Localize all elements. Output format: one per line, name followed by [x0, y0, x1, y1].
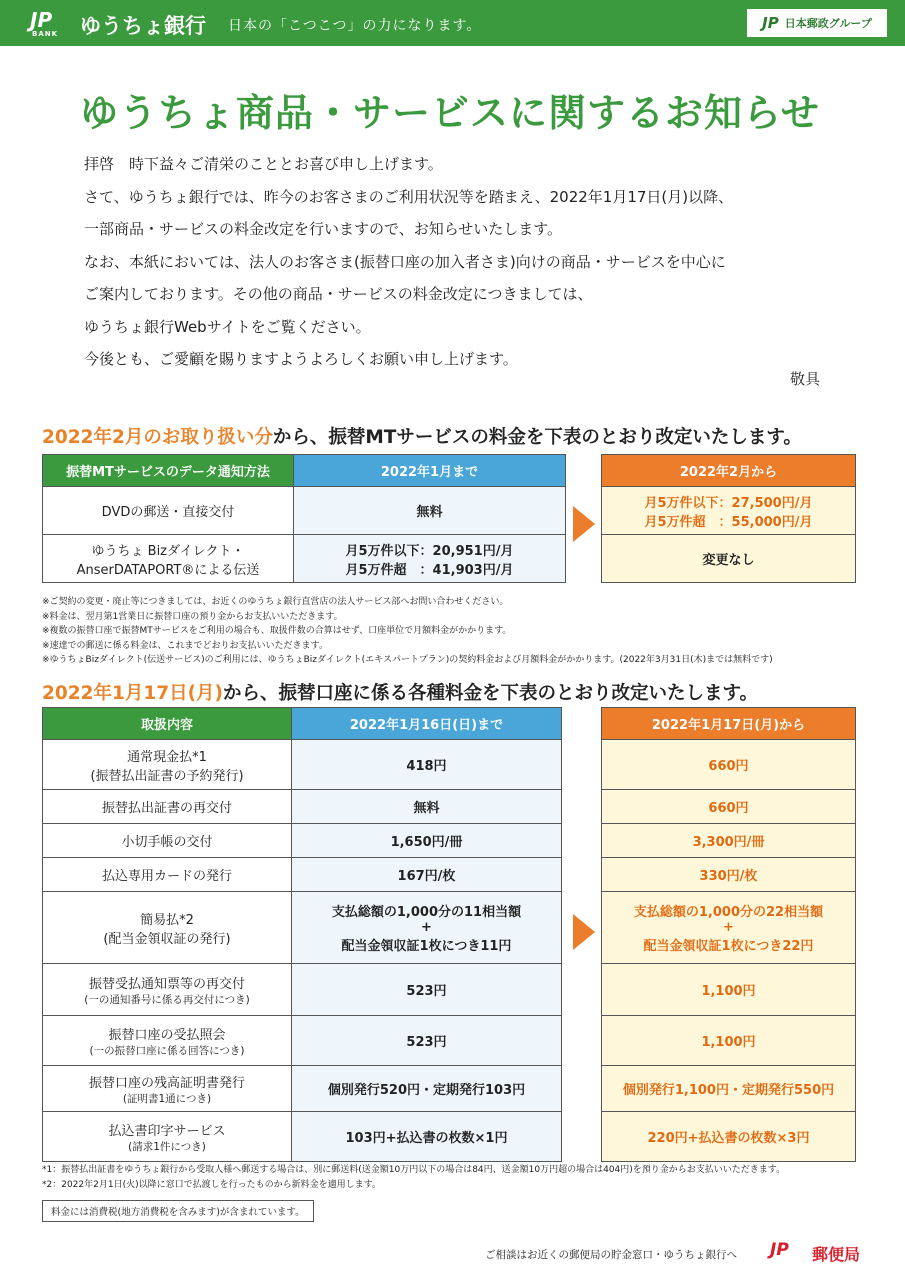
before-cell: [292, 892, 562, 964]
after-line: 支払総額の1,000分の22相当額: [633, 905, 824, 920]
table-row: [602, 1112, 856, 1162]
item-sub: (配当金領収証の発行): [103, 931, 231, 947]
before-cell: 個別発行520円・定期発行103円: [292, 1066, 562, 1112]
arrow-right-icon: [573, 914, 595, 950]
table-row: [43, 964, 562, 1016]
item-label: 通常現金払*1: [127, 749, 207, 765]
table-row: [43, 824, 562, 858]
before-line: 支払総額の1,000分の11相当額: [331, 905, 522, 920]
after-cell: 1,100円: [602, 1016, 856, 1066]
item-label: 振替口座の受払照会: [108, 1027, 226, 1043]
table-row: [602, 790, 856, 824]
fee-table-new: [601, 707, 856, 1162]
after-cell: [602, 487, 856, 535]
table-row: [43, 487, 566, 535]
jp-bank-logo-sub: BANK: [32, 30, 59, 38]
intro-line: さて、ゆうちょ銀行では、昨今のお客さまのご利用状況等を踏まえ、2022年1月17日(月)以降、: [84, 187, 734, 206]
intro-text: [84, 148, 844, 376]
column-header: 2022年1月まで: [294, 455, 566, 487]
after-cell: 330円/枚: [602, 858, 856, 892]
after-line: 配当金領収証1枚につき22円: [643, 939, 814, 954]
before-cell: 523円: [292, 964, 562, 1016]
item-cell: [43, 740, 292, 790]
item-cell: 払込専用カードの発行: [43, 858, 292, 892]
closing: 敬具: [790, 370, 821, 388]
note: *1：振替払出証書をゆうちょ銀行から受取人様へ郵送する場合は、別に郵送料(送金額10万円以下の場合は84円、送金額10万円超の場合は404円)を預り金からお支払いいただきます。: [42, 1165, 786, 1175]
after-cell: 660円: [602, 740, 856, 790]
before-cell: 523円: [292, 1016, 562, 1066]
before-line: 月5万件超 ：41,903円/月: [345, 562, 514, 578]
after-cell: 220円+払込書の枚数×3円: [602, 1112, 856, 1162]
brand-name: ゆうちょ銀行: [80, 14, 206, 38]
table-header-row: [43, 455, 566, 487]
arrow-right-icon: [573, 506, 595, 542]
item-sub: (証明書1通につき): [122, 1092, 212, 1105]
tax-note: 料金には消費税(地方消費税を含みます)が含まれています。: [42, 1200, 314, 1222]
item-cell: [43, 1016, 292, 1066]
item-sub: (一の通知番号に係る再交付につき): [84, 993, 250, 1006]
note: ※複数の振替口座で振替MTサービスをご利用の場合も、取扱件数の合算はせず、口座単位で月額料金がかかります。: [42, 626, 512, 636]
table-header-row: [602, 708, 856, 740]
item-cell: [43, 892, 292, 964]
mt-service-table-new: [601, 454, 856, 583]
intro-line: ご案内しております。その他の商品・サービスの料金改定につきましては、: [84, 285, 593, 303]
column-header: 2022年2月から: [602, 455, 856, 487]
intro-line: ゆうちょ銀行Webサイトをご覧ください。: [84, 317, 371, 336]
table-row: [602, 740, 856, 790]
table-row: [43, 740, 562, 790]
jp-icon: JP: [762, 14, 779, 32]
table-header-row: [43, 708, 562, 740]
table-row: [43, 790, 562, 824]
note: ※料金は、翌月第1営業日に振替口座の預り金からお支払いいただきます。: [42, 611, 343, 622]
after-cell: 660円: [602, 790, 856, 824]
before-cell: 無料: [292, 790, 562, 824]
japan-post-group-logo: [747, 9, 887, 37]
table-row: [43, 892, 562, 964]
table-row: [43, 1112, 562, 1162]
table-row: [43, 1016, 562, 1066]
page-title: ゆうちょ商品・サービスに関するお知らせ: [80, 91, 820, 135]
note: ※速達での郵送に係る料金は、これまでどおりお支払いいただきます。: [42, 640, 328, 651]
table-row: [602, 892, 856, 964]
item-label: 払込書印字サービス: [108, 1123, 226, 1139]
before-line: 配当金領収証1枚につき11円: [341, 939, 512, 954]
method-cell: DVDの郵送・直接交付: [43, 487, 294, 535]
before-cell: 無料: [294, 487, 566, 535]
table-header-row: [602, 455, 856, 487]
table-row: [43, 535, 566, 583]
jp-bank-logo-mark: JP: [30, 8, 53, 32]
before-cell: 167円/枚: [292, 858, 562, 892]
table-row: [602, 487, 856, 535]
before-line: 月5万件以下：20,951円/月: [345, 543, 514, 559]
section1-notes: [42, 595, 773, 668]
jp-post-logo: JP: [770, 1240, 789, 1260]
after-line: 月5万件以下：27,500円/月: [644, 495, 813, 511]
item-cell: [43, 1066, 292, 1112]
table-row: [602, 1066, 856, 1112]
item-cell: [43, 964, 292, 1016]
section2-heading: [42, 679, 758, 705]
method-cell: [43, 535, 294, 583]
method-line: AnserDATAPORT®による伝送: [76, 562, 260, 578]
after-line: 月5万件超 ：55,000円/月: [644, 514, 813, 530]
before-cell: [294, 535, 566, 583]
note: ※ゆうちょBizダイレクト(伝送サービス)のご利用には、ゆうちょBizダイレクト(エキスパートプラン)の契約料金および月額料金がかかります。(2022年3月31日(木)までは無料です): [42, 655, 773, 665]
intro-line: 拝啓 時下益々ご清栄のこととお喜び申し上げます。: [84, 155, 443, 173]
mt-service-table-current: [42, 454, 566, 583]
section2-heading-rest: から、振替口座に係る各種料金を下表のとおり改定いたします。: [223, 683, 759, 704]
note: ※ご契約の変更・廃止等につきましては、お近くのゆうちょ銀行直営店の法人サービス部へお問い合わせください。: [42, 597, 509, 607]
item-cell: 振替払出証書の再交付: [43, 790, 292, 824]
after-cell: [602, 892, 856, 964]
section1-heading-accent: 2022年2月のお取り扱い分: [42, 427, 273, 448]
before-cell: 1,650円/冊: [292, 824, 562, 858]
after-cell: 個別発行1,100円・定期発行550円: [602, 1066, 856, 1112]
footer-contact: ご相談はお近くの郵便局の貯金窓口・ゆうちょ銀行へ: [485, 1249, 737, 1261]
fee-table-current: [42, 707, 562, 1162]
table-row: [602, 964, 856, 1016]
section2-notes: [42, 1163, 785, 1192]
before-cell: 418円: [292, 740, 562, 790]
item-cell: 小切手帳の交付: [43, 824, 292, 858]
before-cell: 103円+払込書の枚数×1円: [292, 1112, 562, 1162]
item-label: 振替受払通知票等の再交付: [88, 976, 245, 992]
table-row: [602, 824, 856, 858]
after-cell: 3,300円/冊: [602, 824, 856, 858]
item-sub: (振替払出証書の予約発行): [90, 768, 244, 784]
column-header: 2022年1月16日(日)まで: [292, 708, 562, 740]
column-header: 振替MTサービスのデータ通知方法: [43, 455, 294, 487]
item-sub: (一の振替口座に係る回答につき): [89, 1044, 245, 1057]
table-row: [602, 858, 856, 892]
post-office-label: 郵便局: [812, 1245, 861, 1264]
item-label: 振替口座の残高証明書発行: [88, 1075, 245, 1091]
after-line: +: [723, 920, 734, 935]
table-row: [43, 858, 562, 892]
table-row: [602, 535, 856, 583]
group-name: 日本郵政グループ: [784, 17, 872, 30]
section1-heading-rest: から、振替MTサービスの料金を下表のとおり改定いたします。: [272, 427, 802, 448]
before-line: +: [421, 920, 432, 935]
column-header: 取扱内容: [43, 708, 292, 740]
jp-bank-logo: [30, 8, 70, 38]
section1-heading: [42, 423, 802, 449]
after-cell: 1,100円: [602, 964, 856, 1016]
item-label: 簡易払*2: [140, 912, 194, 928]
column-header: 2022年1月17日(月)から: [602, 708, 856, 740]
note: *2：2022年2月1日(火)以降に窓口で払渡しを行ったものから新料金を適用します。: [42, 1179, 381, 1190]
intro-line: なお、本紙においては、法人のお客さま(振替口座の加入者さま)向けの商品・サービスを中心に: [84, 252, 726, 271]
table-row: [602, 1016, 856, 1066]
after-cell: 変更なし: [602, 535, 856, 583]
intro-line: 一部商品・サービスの料金改定を行いますので、お知らせいたします。: [84, 220, 563, 238]
intro-line: 今後とも、ご愛顧を賜りますようよろしくお願い申し上げます。: [84, 350, 518, 368]
header-bar: [0, 0, 905, 46]
method-line: ゆうちょ Bizダイレクト・: [91, 543, 245, 559]
tagline: 日本の「こつこつ」の力になります。: [228, 18, 482, 34]
section2-heading-accent: 2022年1月17日(月): [42, 683, 224, 704]
table-row: [43, 1066, 562, 1112]
item-cell: [43, 1112, 292, 1162]
item-sub: (請求1件につき): [128, 1140, 206, 1153]
